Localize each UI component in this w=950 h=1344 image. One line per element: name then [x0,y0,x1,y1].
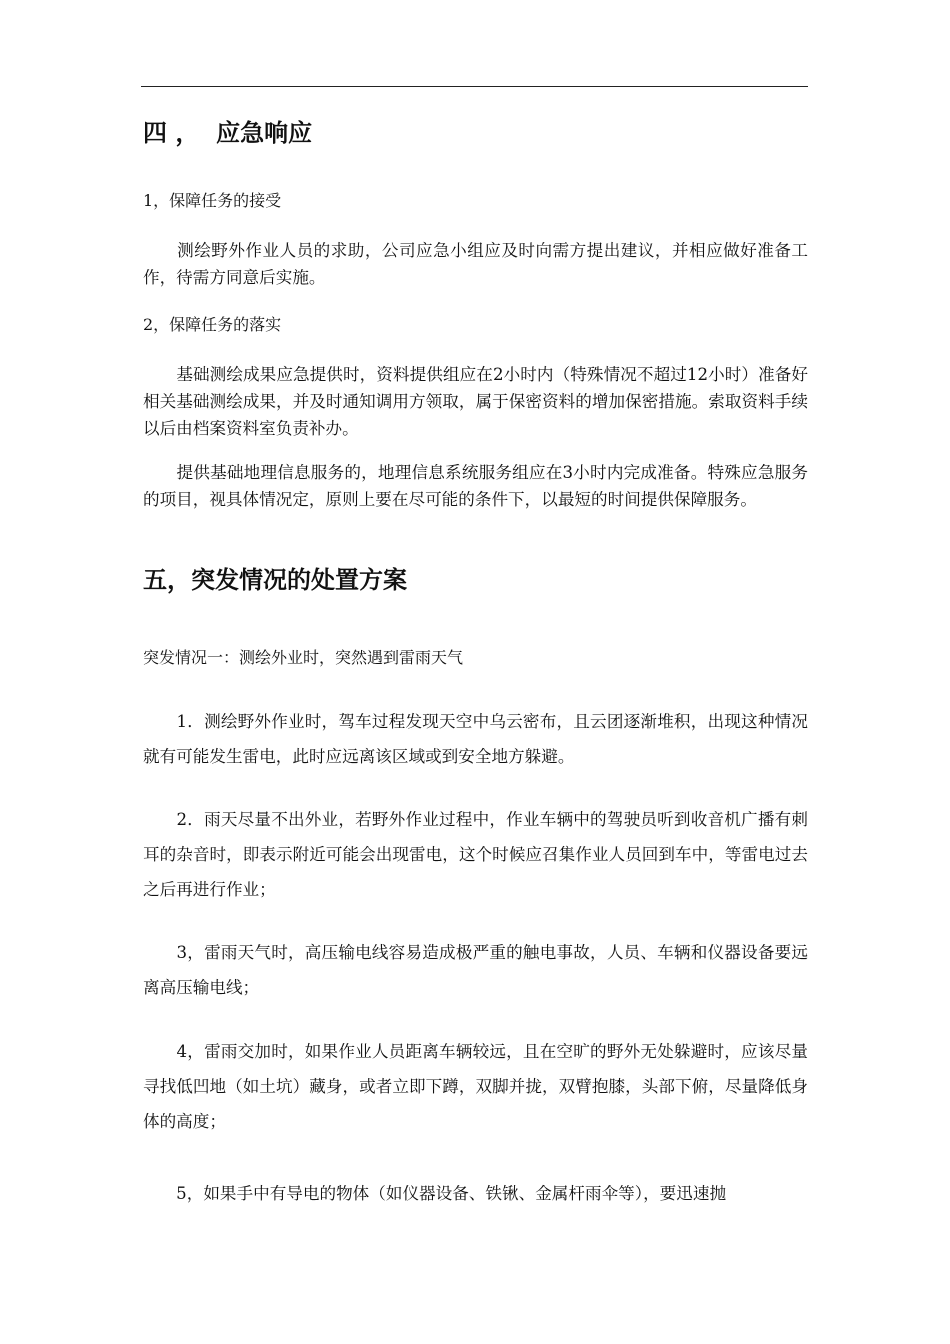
list-item-point-5: 5，如果手中有导电的物体（如仪器设备、铁锹、金属杆雨伞等），要迅速抛 [143,1184,727,1203]
item-title-task-acceptance: 1，保障任务的接受 [143,191,282,210]
list-item-point-1: 1．测绘野外作业时，驾车过程发现天空中乌云密布，且云团逐渐堆积，出现这种情况就有可能发生雷电，此时应远离该区域或到安全地方躲避。 [143,712,808,766]
list-item-point-3: 3，雷雨天气时，高压输电线容易造成极严重的触电事故，人员、车辆和仪器设备要远离高压输电线； [143,943,808,997]
section-heading-emergency-response: 四 ， 应急响应 [143,118,313,147]
paragraph-surveying-results: 基础测绘成果应急提供时，资料提供组应在2小时内（特殊情况不超过12小时）准备好相关基础测绘成果，并及时通知调用方领取，属于保密资料的增加保密措施。索取资料手续以后由档案资料室负责补办。 [143,365,808,438]
case-title-thunderstorm: 突发情况一：测绘外业时，突然遇到雷雨天气 [143,648,464,667]
header-rule [141,86,808,87]
list-item-point-4: 4，雷雨交加时，如果作业人员距离车辆较远，且在空旷的野外无处躲避时，应该尽量寻找低凹地（如土坑）藏身，或者立即下蹲，双脚并拢，双臂抱膝，头部下俯，尽量降低身体的高度； [143,1042,808,1131]
item-title-task-implementation: 2，保障任务的落实 [143,315,282,334]
section-heading-contingency-plan: 五，突发情况的处置方案 [143,565,407,594]
list-item-point-2: 2．雨天尽量不出外业，若野外作业过程中，作业车辆中的驾驶员听到收音机广播有刺耳的杂音时，即表示附近可能会出现雷电，这个时候应召集作业人员回到车中，等雷电过去之后再进行作业； [143,810,808,899]
paragraph-geo-info-service: 提供基础地理信息服务的，地理信息系统服务组应在3小时内完成准备。特殊应急服务的项目，视具体情况定，原则上要在尽可能的条件下，以最短的时间提供保障服务。 [143,463,808,509]
paragraph-task-acceptance: 测绘野外作业人员的求助，公司应急小组应及时向需方提出建议，并相应做好准备工作，待需方同意后实施。 [143,241,808,287]
